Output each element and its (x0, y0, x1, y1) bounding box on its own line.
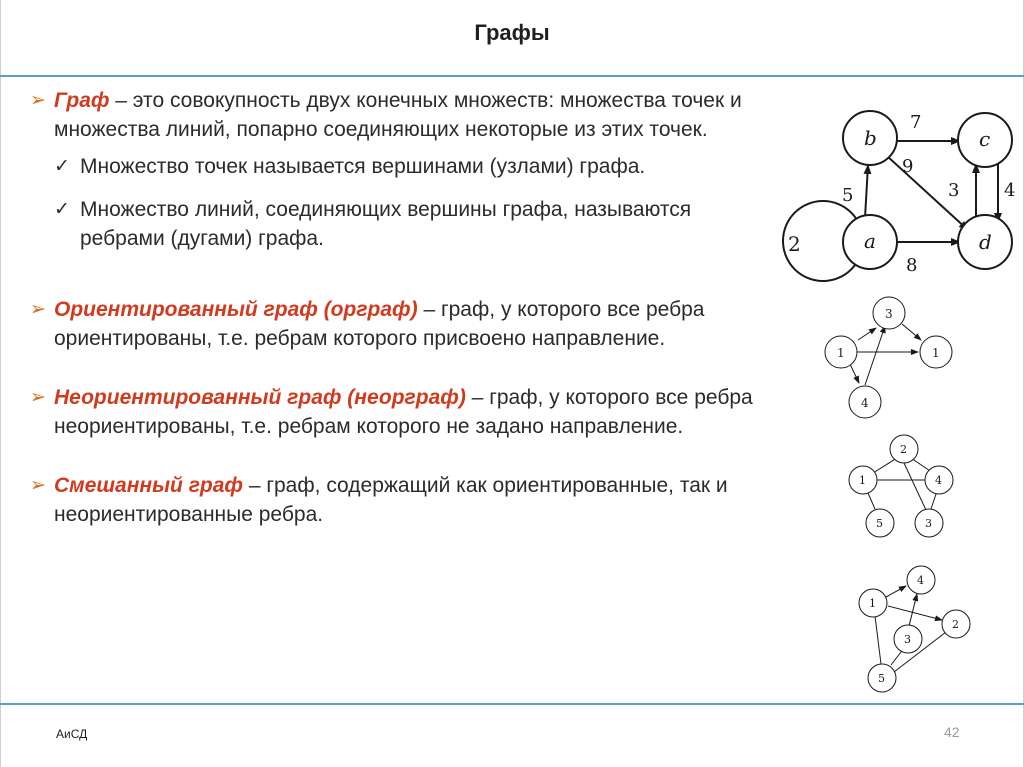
subitem-edges (30, 195, 700, 253)
edge-1-5 (875, 616, 881, 664)
diagram-directed-graph (812, 290, 982, 430)
weight-label: 3 (948, 180, 960, 201)
arrow-bullet-icon: ➢ (30, 299, 46, 320)
definition-text: – это совокупность двух конечных множеств: множества точек и множества линий, попарно соединяющих некоторые из этих точек. (54, 89, 742, 141)
weight-label: 2 (788, 232, 801, 256)
definition-graph (30, 86, 810, 144)
term-undirected: Неориентированный граф (неорграф) (54, 386, 466, 409)
edge-4-3 (931, 494, 936, 509)
vertex-label: 4 (861, 396, 869, 410)
footer-course: АиСД (56, 727, 88, 741)
edge-2-1 (873, 458, 897, 473)
definition-mixed (30, 471, 834, 529)
edge-4-3 (865, 326, 885, 385)
edge-a-b (865, 165, 868, 218)
edge-1-3 (858, 328, 876, 340)
vertex-label: c (979, 127, 991, 151)
check-bullet-icon: ✓ (54, 156, 70, 177)
term-mixed: Смешанный граф (54, 474, 243, 497)
vertex-label: 3 (885, 307, 893, 321)
frame-border-left (0, 0, 1, 767)
subitem-text: Множество линий, соединяющих вершины графа, называются ребрами (дугами) графа. (80, 198, 692, 250)
edge-1-4 (886, 586, 906, 597)
vertex-label: 2 (952, 618, 959, 631)
weight-label: 4 (1004, 180, 1016, 201)
diagram-mixed-graph (842, 560, 982, 700)
header-divider (0, 75, 1024, 77)
arrow-bullet-icon: ➢ (30, 387, 46, 408)
edge-1-5 (868, 493, 875, 509)
definition-text: – граф, содержащий как ориентированные, так и неориентированные ребра. (54, 474, 728, 526)
weight-label: 9 (902, 156, 914, 177)
vertex-label: 3 (904, 633, 911, 646)
subitem-text: Множество точек называется вершинами (узлами) графа. (80, 155, 646, 178)
check-bullet-icon: ✓ (54, 199, 70, 220)
vertex-label: 4 (935, 474, 942, 487)
edge-3-4 (909, 594, 917, 626)
arrow-bullet-icon: ➢ (30, 475, 46, 496)
vertex-label: 1 (837, 346, 845, 360)
edge-3-1b (902, 324, 921, 340)
diagram-weighted-graph (776, 100, 1020, 300)
arrow-bullet-icon: ➢ (30, 90, 46, 111)
vertex-label: 5 (876, 517, 883, 530)
vertex-label: 2 (900, 443, 907, 456)
vertex-label: a (864, 229, 876, 253)
definition-text: – граф, у которого все ребра ориентированы, т.е. ребрам которого присвоено направление. (54, 298, 705, 350)
diagram-undirected-graph (838, 430, 968, 550)
term-digraph: Ориентированный граф (орграф) (54, 298, 418, 321)
vertex-label: 4 (917, 574, 924, 587)
footer-divider (0, 703, 1024, 705)
edge-1-2 (888, 606, 942, 620)
page-number: 42 (944, 724, 960, 740)
edge-2-3 (904, 463, 926, 510)
weight-label: 8 (906, 255, 918, 276)
edge-1-4 (850, 364, 859, 383)
subitem-vertices (30, 152, 810, 181)
vertex-label: 3 (925, 517, 932, 530)
vertex-label: 1 (932, 346, 940, 360)
content-area (30, 86, 810, 529)
vertex-label: 5 (878, 672, 885, 685)
vertex-label: d (979, 230, 992, 254)
vertex-label: b (864, 126, 877, 150)
term-graph: Граф (54, 89, 110, 112)
vertex-label: 1 (869, 597, 876, 610)
definition-text: – граф, у которого все ребра неориентированы, т.е. ребрам которого не задано направление. (54, 386, 753, 438)
vertex-label: 1 (859, 474, 866, 487)
slide-title: Графы (474, 20, 550, 45)
definition-digraph (30, 295, 794, 353)
weight-label: 5 (842, 185, 854, 206)
definition-undirected (30, 383, 814, 441)
weight-label: 7 (910, 112, 922, 133)
